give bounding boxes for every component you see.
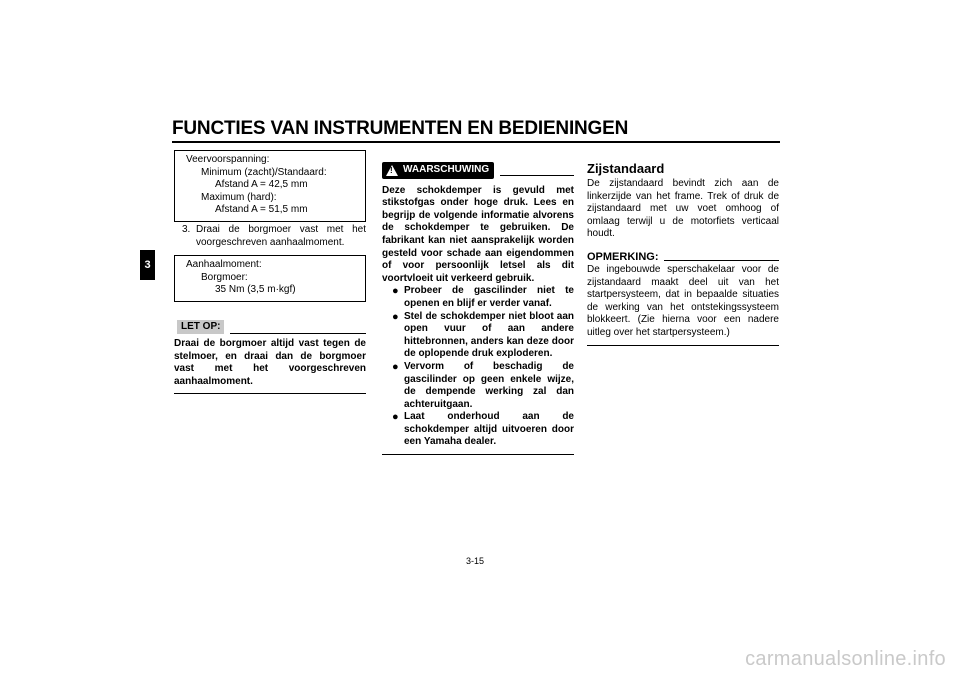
spec-line: 35 Nm (3,5 m·kgf) [215, 284, 296, 296]
note-text: De ingebouwde sperschakelaar voor de zijstandaard maakt deel uit van het startpersysteem, dat in bepaalde situaties de werking van het ontstekingssysteem blokkeert. (Zie hierna voor een nadere uitleg over het startpersysteem.) [587, 264, 779, 346]
page-title: FUNCTIES VAN INSTRUMENTEN EN BEDIENINGEN [172, 118, 629, 139]
bullet-dot-icon: ● [392, 285, 399, 298]
watermark: carmanualsonline.info [745, 648, 946, 670]
spec-box-preload [174, 150, 366, 222]
warning-label: WAARSCHUWING [403, 164, 490, 175]
caution-text: Draai de borgmoer altijd vast tegen de stelmoer, en draai dan de borgmoer vast met het voorgeschreven aanhaalmoment. [174, 338, 366, 394]
spec-line: Borgmoer: [201, 271, 248, 283]
list-item-text: Stel de schokdemper niet bloot aan open vuur of aan andere hittebronnen, anders kan deze door de oplopende druk exploderen. [404, 310, 574, 360]
spec-title: Veervoorspanning: [186, 154, 270, 165]
step-text: Draai de borgmoer vast met het voorgeschreven aanhaalmoment. [196, 223, 366, 248]
spec-line: Afstand A = 42,5 mm [215, 179, 308, 191]
spec-line: Maximum (hard): [201, 191, 277, 203]
warning-badge [382, 162, 494, 179]
bullet-dot-icon: ● [392, 310, 399, 323]
caution-header [174, 320, 366, 334]
warning-triangle-icon: ! [386, 165, 398, 176]
header-rule [172, 141, 780, 143]
spec-line: Minimum (zacht)/Standaard: [201, 166, 327, 178]
section-paragraph: De zijstandaard bevindt zich aan de linkerzijde van het frame. Trek of druk de zijstandaard met uw voet omhoog of omlaag terwijl u de motorfiets verticaal houdt. [587, 178, 779, 240]
spec-box-torque [174, 255, 366, 302]
warning-intro: Deze schokdemper is gevuld met stikstofgas onder hoge druk. Lees en begrijp de volgende informatie alvorens de schokdemper te gebruiken. De fabrikant kan niet aansprakelijk worden gesteld voor schade aan eigendommen of voor persoonlijk letsel als dit voortvloeit uit verkeerd gebruik. [382, 184, 574, 284]
list-item [382, 361, 574, 411]
caution-label: LET OP: [177, 320, 224, 334]
list-item [382, 411, 574, 449]
note-rule [664, 260, 780, 261]
list-item-text: Probeer de gascilinder niet te openen en blijf er verder vanaf. [404, 285, 574, 309]
column-left [174, 150, 366, 394]
note-label: OPMERKING: [587, 250, 659, 263]
column-middle [382, 162, 574, 455]
column-right [587, 162, 779, 346]
list-item [382, 285, 574, 310]
spec-title: Aanhaalmoment: [186, 259, 262, 271]
chapter-tab: 3 [140, 250, 155, 280]
note-header [587, 251, 779, 263]
step-number: 3. [182, 223, 191, 235]
warning-rule [500, 175, 574, 176]
list-item-text: Laat onderhoud aan de schokdemper altijd uitvoeren door een Yamaha dealer. [404, 411, 574, 448]
spec-line: Afstand A = 51,5 mm [215, 204, 308, 216]
warning-header [382, 162, 574, 179]
list-item [382, 311, 574, 361]
list-item-text: Vervorm of beschadig de gascilinder op geen enkele wijze, de dempende werking zal dan achteruitgaan. [404, 360, 574, 410]
step-3 [174, 224, 366, 249]
section-title: Zijstandaard [587, 161, 665, 176]
bullet-dot-icon: ● [392, 411, 399, 424]
caution-rule [230, 333, 366, 334]
page-number: 3-15 [466, 556, 485, 566]
bullet-dot-icon: ● [392, 360, 399, 373]
warning-list [382, 285, 574, 455]
